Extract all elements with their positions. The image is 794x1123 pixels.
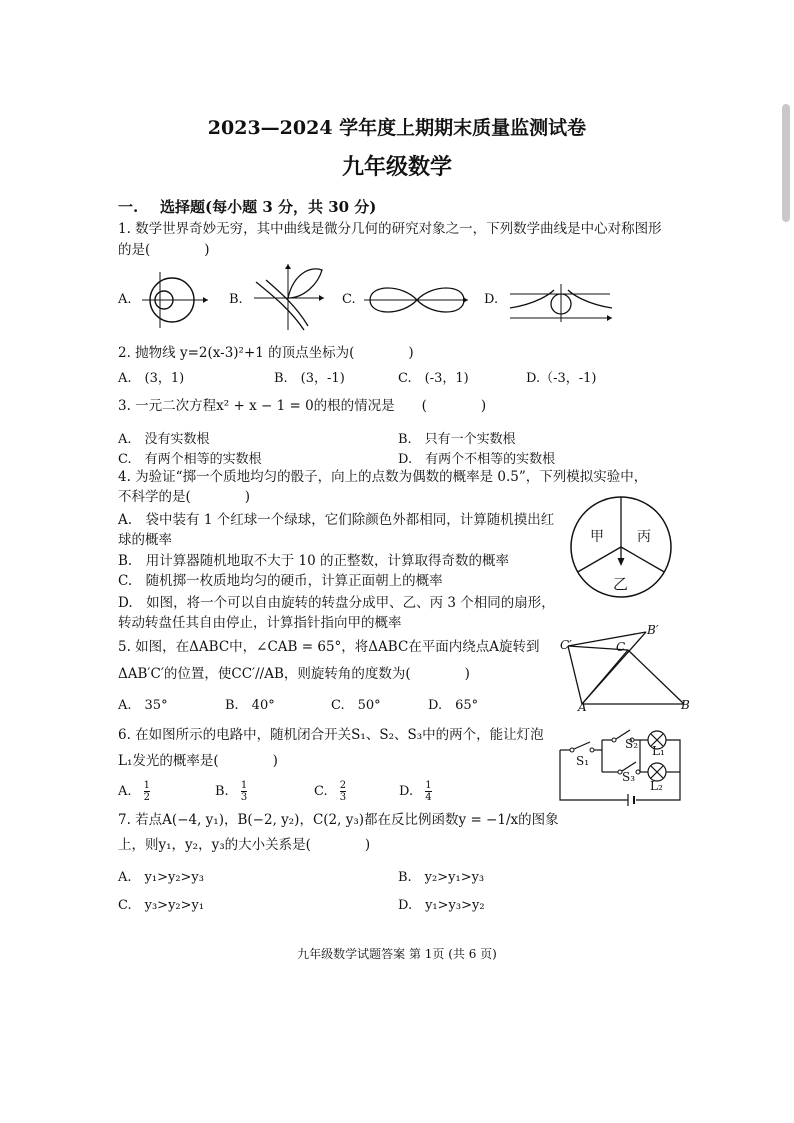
q4-line1: 4. 为验证“掷一个质地均匀的骰子，向上的点数为偶数的概率是 0.5”，下列模拟实验中， [118, 469, 648, 485]
q3-option-a: A. 没有实数根 [118, 432, 210, 447]
q5-option-a: A. 35° [118, 698, 168, 713]
q3-option-c: C. 有两个相等的实数根 [118, 452, 262, 467]
q7-option-b: B. y₂>y₁>y₃ [398, 870, 485, 885]
q1-option-a: A. [118, 292, 132, 307]
q5-label-c: C [616, 640, 626, 654]
q6-option-d [399, 780, 432, 803]
q4-option-b: B. 用计算器随机地取不大于 10 的正整数，计算取得奇数的概率 [118, 553, 509, 569]
q2-option-a: A. (3，1) [118, 371, 185, 386]
q4-option-d-line1: D. 如图，将一个可以自由旋转的转盘分成甲、乙、丙 3 个相同的扇形， [118, 595, 555, 611]
q6-option-a-den: 2 [143, 792, 151, 803]
q6-option-d-den: 4 [425, 792, 432, 803]
q6-option-a-label: A. [118, 784, 132, 799]
q1-figure-d [506, 280, 616, 324]
q7-option-a: A. y₁>y₂>y₃ [118, 870, 204, 885]
q6-option-b-num: 1 [240, 780, 248, 791]
q6-label-l1: L₁ [652, 744, 665, 758]
q6-option-b-label: B. [215, 784, 229, 799]
exam-subtitle: 九年级数学 [341, 154, 452, 180]
q5-label-c-prime: C′ [560, 638, 572, 652]
q2-option-b: B. (3，-1) [274, 371, 345, 386]
q4-option-c: C. 随机掷一枚质地均匀的硬币，计算正面朝上的概率 [118, 573, 443, 589]
q3-option-b: B. 只有一个实数根 [398, 432, 516, 447]
q6-line2: L₁发光的概率是( ) [118, 753, 278, 769]
q6-option-a-num: 1 [143, 780, 151, 791]
q6-label-s3: S₃ [622, 770, 636, 784]
q1-option-b: B. [229, 292, 243, 307]
q2-option-c: C. (-3，1) [398, 371, 469, 386]
q6-option-b-den: 3 [240, 792, 248, 803]
q6-option-c-num: 2 [339, 780, 347, 791]
q6-option-a [118, 780, 150, 803]
q7-option-d: D. y₁>y₃>y₂ [398, 898, 485, 913]
q6-option-b [215, 780, 247, 803]
q6-option-c [314, 780, 346, 803]
q2-option-d: D.（-3，-1) [526, 371, 597, 386]
q5-option-d: D. 65° [428, 698, 479, 713]
spinner-label-bing: 丙 [637, 529, 651, 545]
q1-figure-c [362, 280, 472, 320]
q4-option-a-line2: 球的概率 [118, 532, 172, 548]
q6-line1: 6. 在如图所示的电路中，随机闭合开关S₁、S₂、S₃中的两个，能让灯泡 [118, 727, 544, 743]
section-title: 选择题(每小题 3 分，共 30 分) [160, 198, 377, 216]
q7-option-c: C. y₃>y₂>y₁ [118, 898, 205, 913]
q4-option-a-line1: A. 袋中装有 1 个红球一个绿球，它们除颜色外都相同，计算随机摸出红 [118, 512, 555, 528]
spinner-label-yi: 乙 [613, 575, 629, 593]
q5-triangle-figure [560, 624, 690, 708]
q5-label-b-prime: B′ [647, 623, 659, 637]
q6-label-l2: L₂ [650, 779, 663, 793]
q5-label-b: B [681, 698, 690, 712]
q5-line1: 5. 如图，在ΔABC中，∠CAB = 65°，将ΔABC在平面内绕点A旋转到 [118, 639, 540, 655]
q7-line2: 上，则y₁，y₂，y₃的大小关系是( ) [118, 837, 371, 853]
q3-option-d: D. 有两个不相等的实数根 [398, 452, 556, 467]
q4-option-d-line2: 转动转盘任其自由停止，计算指针指向甲的概率 [118, 615, 402, 631]
q6-option-d-label: D. [399, 784, 414, 799]
q2-stem: 2. 抛物线 y=2(x-3)²+1 的顶点坐标为( ) [118, 345, 414, 361]
section-number: 一. [118, 198, 139, 216]
spinner-label-jia: 甲 [590, 529, 604, 545]
q6-label-s1: S₁ [576, 754, 590, 768]
q6-option-d-num: 1 [425, 780, 432, 791]
exam-title: 2023—2024 学年度上期期末质量监测试卷 [207, 117, 587, 139]
page-footer: 九年级数学试题答案 第 1页 (共 6 页) [297, 947, 497, 961]
q1-option-d: D. [484, 292, 499, 307]
q1-option-c: C. [342, 292, 356, 307]
q5-label-a: A [578, 700, 587, 714]
q7-line1: 7. 若点A(−4, y₁)，B(−2, y₂)，C(2, y₃)都在反比例函数y = −1/x的图象 [118, 812, 559, 828]
q3-stem: 3. 一元二次方程x² + x − 1 = 0的根的情况是 ( ) [118, 398, 487, 414]
q6-option-c-den: 3 [339, 792, 347, 803]
q1-figure-a [140, 270, 210, 330]
q5-option-c: C. 50° [331, 698, 381, 713]
q1-figure-b [252, 262, 330, 332]
q5-option-b: B. 40° [225, 698, 275, 713]
q4-line2: 不科学的是( ) [118, 489, 251, 505]
q1-line1: 1. 数学世界奇妙无穷，其中曲线是微分几何的研究对象之一，下列数学曲线是中心对称图形 [118, 221, 662, 237]
q6-option-c-label: C. [314, 784, 328, 799]
q5-line2: ΔAB′C′的位置，使CC′//AB，则旋转角的度数为( ) [118, 666, 470, 682]
q1-line2: 的是( ) [118, 242, 210, 258]
q6-label-s2: S₂ [625, 737, 639, 751]
